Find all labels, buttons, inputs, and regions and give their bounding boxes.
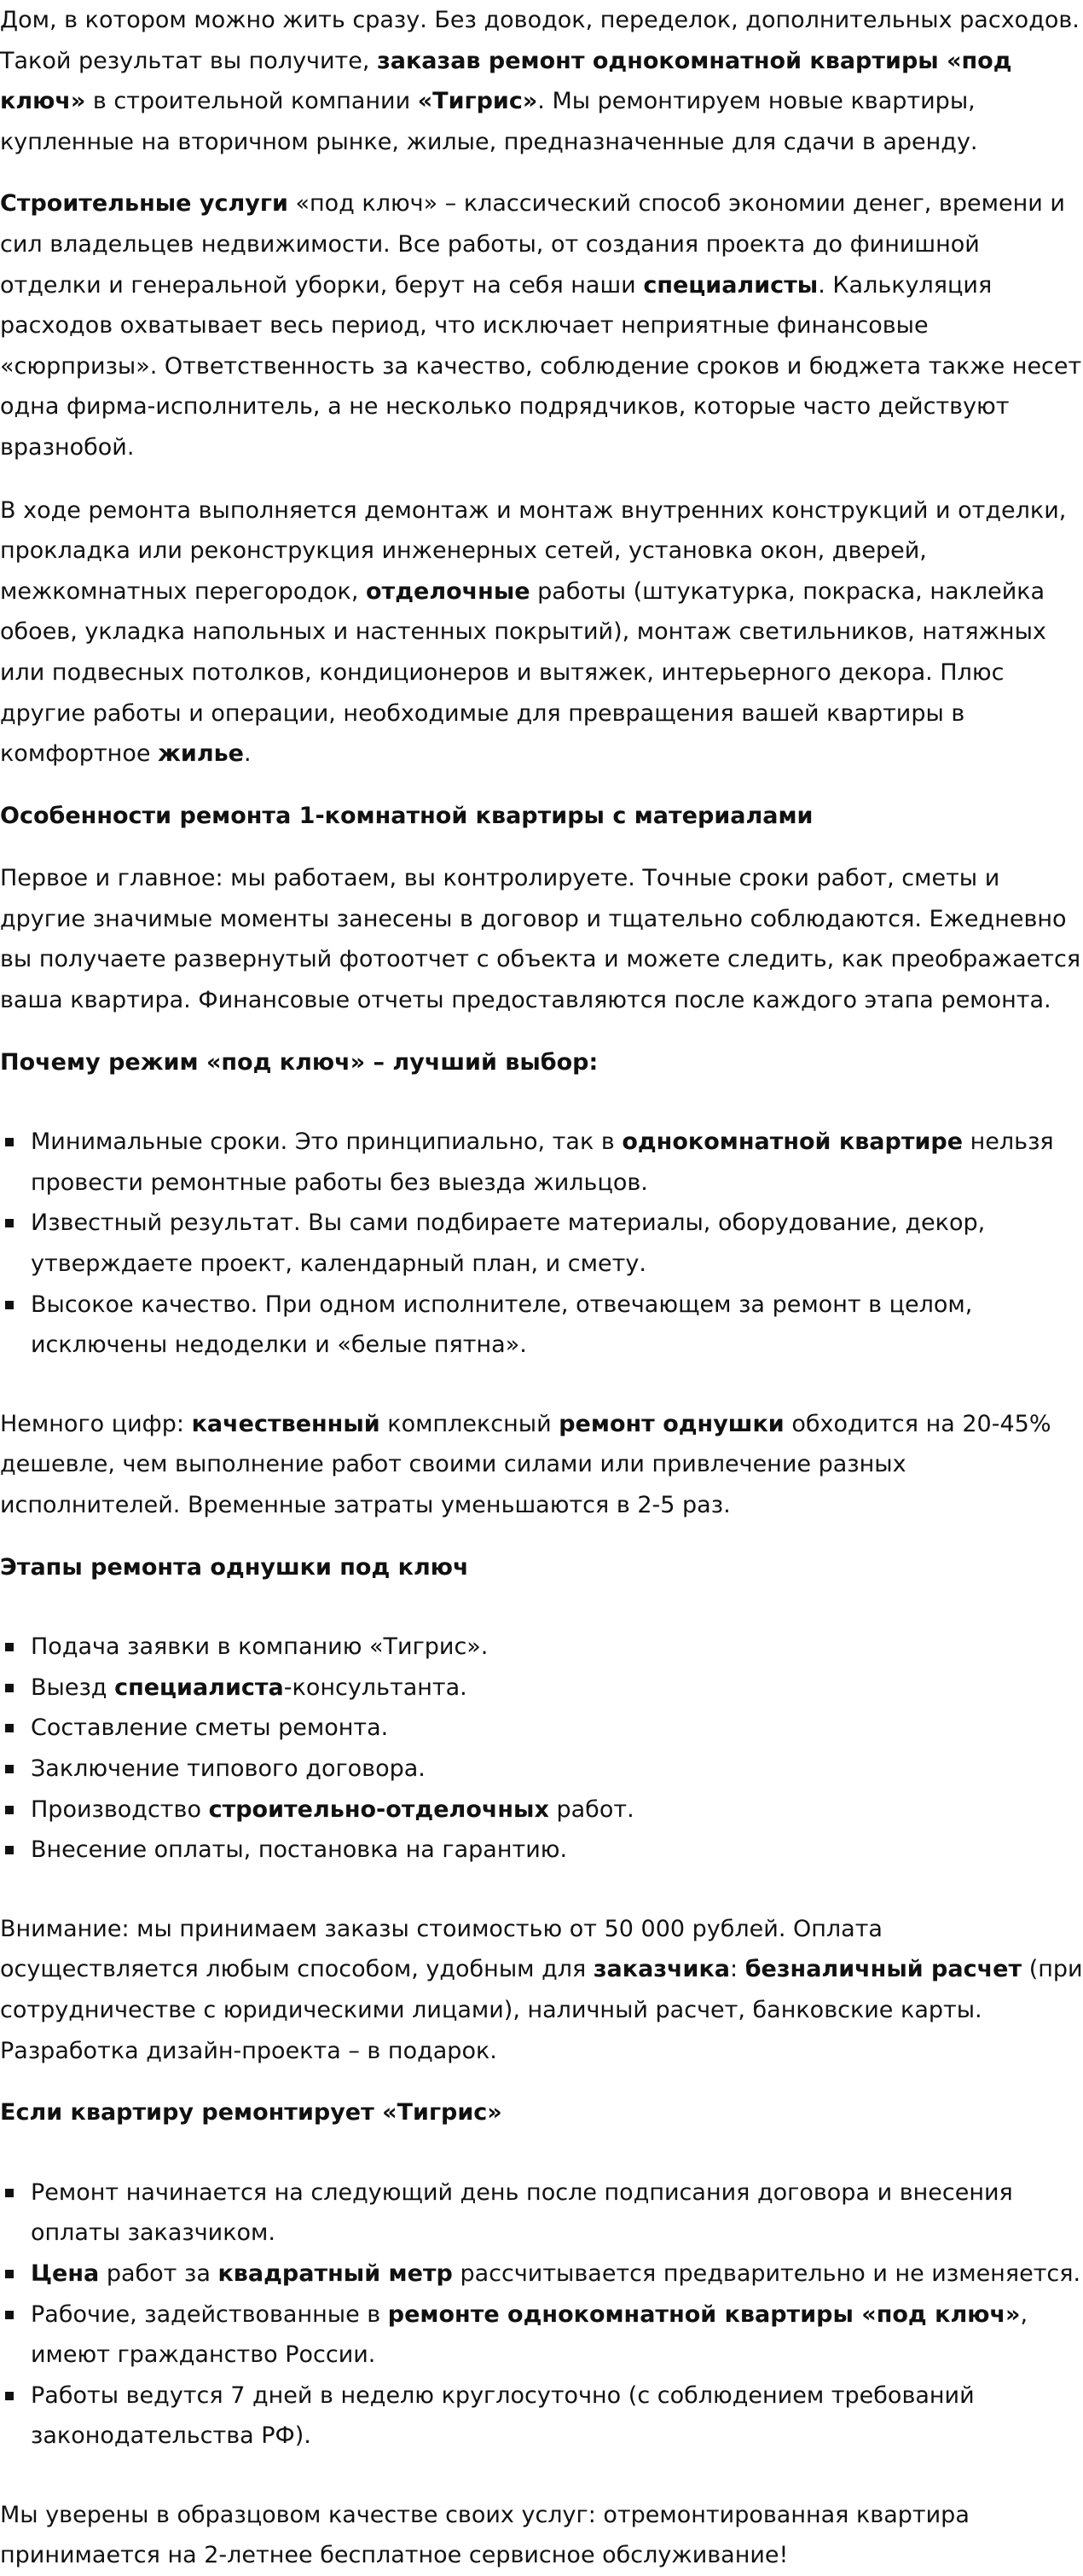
closing-paragraph: Мы уверены в образцовом качестве своих услуг: отремонтированная квартира принимается на 2-летнее бесплатное сервисное обслуживание! <box>0 2501 970 2569</box>
bullet-square-icon <box>5 2189 14 2197</box>
guarantees-list <box>0 2173 1083 2457</box>
text: . Мы ремонтируем новые квартиры, купленные на вторичном рынке, жилые, предназначенные для сдачи в аренду. <box>0 88 978 155</box>
bullet-square-icon <box>5 1806 14 1814</box>
text: Высокое качество. При одном исполнителе, отвечающем за ремонт в целом, исключены недоделки и «белые пятна». <box>31 1291 973 1359</box>
text: Известный результат. Вы сами подбираете материалы, оборудование, декор, утверждаете проект, календарный план, и смету. <box>31 1210 986 1278</box>
text: рассчитывается предварительно и не изменяется. <box>452 2260 1081 2287</box>
text: работ. <box>548 1796 634 1823</box>
text: работы (штукатурка, покраска, наклейка обоев, укладка напольных и настенных покрытий), монтаж светильников, натяжных или подвесных потолков, кондиционеров и вытяжек, интерьерного декора. Плюс другие работы и операции, необходимые для превращения вашей квартиры в комфортное <box>0 577 1046 768</box>
text: Рабочие, задействованные в <box>31 2300 388 2328</box>
benefits-list <box>0 1122 1083 1366</box>
section-heading-stages: Этапы ремонта однушки под ключ <box>0 1553 469 1581</box>
text: нельзя провести ремонтные работы без выезда жильцов. <box>31 1128 1054 1196</box>
bold-text: безналичный расчет <box>744 1956 1022 1983</box>
bullet-square-icon <box>5 2270 14 2278</box>
bullet-square-icon <box>5 2392 14 2400</box>
list-item <box>0 1790 1083 1830</box>
intro-paragraph <box>0 0 1083 162</box>
text: Работы ведутся 7 дней в неделю круглосуточно (с соблюдением требований законодательства РФ). <box>31 2382 975 2450</box>
text: , имеют гражданство России. <box>31 2300 1028 2369</box>
text: Дом, в котором можно жить сразу. Без доводок, переделок, дополнительных расходов. Такой результат вы получите, <box>0 7 1080 74</box>
text: . Калькуляция расходов охватывает весь период, что исключает неприятные финансовые «сюрпризы». Ответственность за качество, соблюдение сроков и бюджета также несет одна фирма-исполнитель, а не несколько подрядчиков, которые часто действуют вразнобой. <box>0 271 1082 461</box>
list-item <box>0 1830 1083 1871</box>
company-name: «Тигрис» <box>417 88 538 115</box>
text: Выезд <box>31 1674 115 1701</box>
bullet-square-icon <box>5 1724 14 1732</box>
text: . <box>244 740 252 768</box>
bold-text: Цена <box>31 2260 100 2287</box>
list-item <box>0 2295 1083 2376</box>
bold-text: жилье <box>158 740 244 768</box>
payment-paragraph <box>0 1909 1083 2071</box>
list-item <box>0 1749 1083 1790</box>
bullet-square-icon <box>5 1643 14 1651</box>
text: Ремонт начинается на следующий день после подписания договора и внесения оплаты заказчиком. <box>31 2179 1013 2247</box>
bold-text: ремонт однушки <box>559 1410 785 1437</box>
list-item <box>0 1203 1083 1284</box>
text: Внимание: мы принимаем заказы стоимостью от 50 000 рублей. Оплата осуществляется любым способом, удобным для <box>0 1915 883 1983</box>
works-paragraph <box>0 490 1083 775</box>
list-item <box>0 1627 1083 1668</box>
list-item <box>0 1668 1083 1709</box>
list-item <box>0 2173 1083 2254</box>
text: Немного цифр: <box>0 1410 192 1437</box>
list-item <box>0 1708 1083 1749</box>
bullet-square-icon <box>5 1684 14 1692</box>
text: : <box>730 1956 745 1983</box>
text: В ходе ремонта выполняется демонтаж и монтаж внутренних конструкций и отделки, прокладка или реконструкция инженерных сетей, установка окон, дверей, межкомнатных перегородок, <box>0 496 1067 605</box>
text: Подача заявки в компанию «Тигрис». <box>31 1633 489 1661</box>
text: комплексный <box>379 1410 559 1437</box>
text: Заключение типового договора. <box>31 1755 426 1782</box>
bullet-square-icon <box>5 1846 14 1854</box>
services-paragraph <box>0 183 1083 467</box>
numbers-paragraph <box>0 1404 1083 1526</box>
bold-text: квадратный метр <box>217 2260 453 2287</box>
bold-text: качественный <box>191 1410 380 1437</box>
bold-text: строительно-отделочных <box>208 1796 549 1823</box>
text: Составление сметы ремонта. <box>31 1714 389 1742</box>
bullet-square-icon <box>5 2311 14 2319</box>
bullet-square-icon <box>5 1765 14 1773</box>
text: работ за <box>99 2260 218 2287</box>
bold-text: Строительные услуги <box>0 190 288 218</box>
bullet-square-icon <box>5 1138 14 1146</box>
bold-text: ремонте однокомнатной квартиры «под ключ» <box>387 2300 1021 2328</box>
text: «под ключ» – классический способ экономии денег, времени и сил владельцев недвижимости. Все работы, от создания проекта до финишной отделки и генеральной уборки, берут на себя наши <box>0 190 1065 299</box>
text: обходится на 20-45% дешевле, чем выполнение работ своими силами или привлечение разных исполнителей. Временные затраты уменьшаются в 2-5 раз. <box>0 1410 1051 1518</box>
text: Производство <box>31 1796 209 1823</box>
text: (при сотрудничестве с юридическими лицами), наличный расчет, банковские карты. Разработка дизайн-проекта – в подарок. <box>0 1956 1083 2064</box>
list-item <box>0 1285 1083 1366</box>
list-item <box>0 1122 1083 1203</box>
text: в строительной компании <box>85 88 418 115</box>
section-heading-why: Почему режим «под ключ» – лучший выбор: <box>0 1048 599 1076</box>
text: Минимальные сроки. Это принципиально, так в <box>31 1128 623 1156</box>
bold-text: отделочные <box>366 577 530 605</box>
section-heading-tigris: Если квартиру ремонтирует «Тигрис» <box>0 2099 502 2126</box>
text: Внесение оплаты, постановка на гарантию. <box>31 1836 568 1864</box>
bold-text: заказав ремонт однокомнатной квартиры «под ключ» <box>0 47 1012 115</box>
bullet-square-icon <box>5 1219 14 1227</box>
section-heading-features: Особенности ремонта 1-комнатной квартиры с материалами <box>0 802 814 829</box>
stages-list <box>0 1627 1083 1871</box>
list-item <box>0 2254 1083 2295</box>
bold-text: специалиста <box>114 1674 284 1701</box>
list-item <box>0 2376 1083 2457</box>
text: -консультанта. <box>283 1674 467 1701</box>
control-paragraph: Первое и главное: мы работаем, вы контролируете. Точные сроки работ, сметы и другие значимые моменты занесены в договор и тщательно соблюдаются. Ежедневно вы получаете развернутый фотоотчет с объекта и можете следить, как преображается ваша квартира. Финансовые отчеты предоставляются после каждого этапа ремонта. <box>0 865 1081 1014</box>
bold-text: заказчика <box>593 1956 731 1983</box>
bold-text: специалисты <box>643 271 819 299</box>
bold-text: однокомнатной квартире <box>622 1128 964 1156</box>
bullet-square-icon <box>5 1301 14 1309</box>
